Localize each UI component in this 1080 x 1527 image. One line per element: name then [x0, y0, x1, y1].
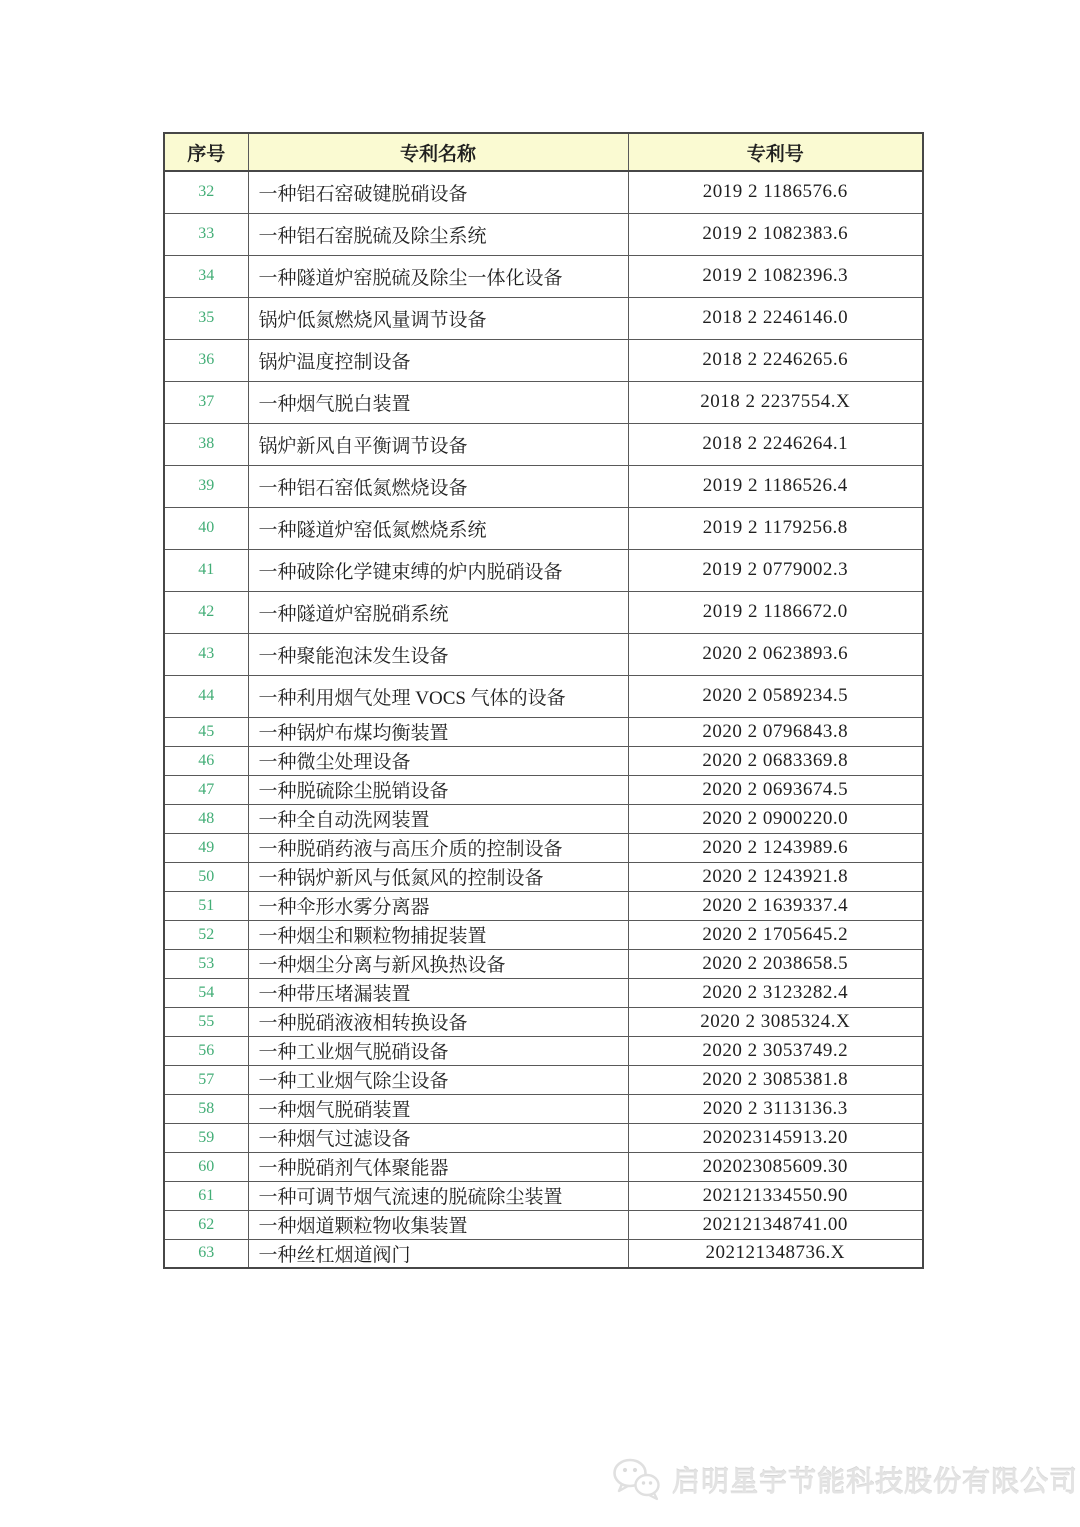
cell-patent-number: 2020 2 1243921.8: [628, 862, 923, 891]
table-row: [164, 171, 923, 213]
cell-patent-name: 一种脱硫除尘脱销设备: [248, 775, 628, 804]
table-row: [164, 746, 923, 775]
cell-patent-number: 2020 2 0693674.5: [628, 775, 923, 804]
cell-patent-number: 2020 2 1243989.6: [628, 833, 923, 862]
cell-patent-number: 2018 2 2246265.6: [628, 339, 923, 381]
cell-patent-name: 一种微尘处理设备: [248, 746, 628, 775]
cell-serial: 38: [164, 423, 248, 465]
cell-patent-number: 2018 2 2246146.0: [628, 297, 923, 339]
cell-patent-name: 一种脱硝药液与高压介质的控制设备: [248, 833, 628, 862]
table-row: [164, 591, 923, 633]
cell-patent-number: 2020 2 3123282.4: [628, 978, 923, 1007]
cell-serial: 49: [164, 833, 248, 862]
table-row: [164, 804, 923, 833]
table-row: [164, 507, 923, 549]
cell-patent-number: 202121348736.X: [628, 1239, 923, 1268]
table-row: [164, 1007, 923, 1036]
cell-serial: 45: [164, 717, 248, 746]
cell-patent-number: 2020 2 0796843.8: [628, 717, 923, 746]
cell-serial: 44: [164, 675, 248, 717]
cell-serial: 60: [164, 1152, 248, 1181]
company-name: 启明星宇节能科技股份有限公司: [672, 1467, 1079, 1498]
cell-patent-name: 一种破除化学键束缚的炉内脱硝设备: [248, 549, 628, 591]
cell-patent-name: 一种工业烟气脱硝设备: [248, 1036, 628, 1065]
cell-patent-name: 一种丝杠烟道阀门: [248, 1239, 628, 1268]
cell-serial: 39: [164, 465, 248, 507]
cell-serial: 36: [164, 339, 248, 381]
cell-patent-name: 一种烟尘分离与新风换热设备: [248, 949, 628, 978]
table-row: [164, 978, 923, 1007]
wechat-icon: [612, 1458, 662, 1502]
table-header-row: [164, 133, 923, 171]
table-row: [164, 949, 923, 978]
cell-serial: 62: [164, 1210, 248, 1239]
table-row: [164, 297, 923, 339]
table-row: [164, 339, 923, 381]
cell-serial: 47: [164, 775, 248, 804]
table-row: [164, 891, 923, 920]
cell-patent-name: 一种烟气脱白装置: [248, 381, 628, 423]
cell-serial: 46: [164, 746, 248, 775]
cell-patent-number: 2018 2 2246264.1: [628, 423, 923, 465]
table-row: [164, 833, 923, 862]
cell-patent-name: 一种锅炉布煤均衡装置: [248, 717, 628, 746]
cell-patent-name: 一种铝石窑脱硫及除尘系统: [248, 213, 628, 255]
cell-patent-name: 锅炉低氮燃烧风量调节设备: [248, 297, 628, 339]
cell-serial: 63: [164, 1239, 248, 1268]
footer-watermark: [612, 1456, 1078, 1504]
table-row: [164, 213, 923, 255]
table-row: [164, 675, 923, 717]
cell-patent-name: 锅炉新风自平衡调节设备: [248, 423, 628, 465]
cell-serial: 55: [164, 1007, 248, 1036]
cell-patent-name: 一种利用烟气处理 VOCS 气体的设备: [248, 675, 628, 717]
table-row: [164, 465, 923, 507]
cell-serial: 32: [164, 171, 248, 213]
table-row: [164, 862, 923, 891]
table-row: [164, 1152, 923, 1181]
cell-serial: 48: [164, 804, 248, 833]
cell-patent-name: 一种铝石窑破键脱硝设备: [248, 171, 628, 213]
cell-serial: 37: [164, 381, 248, 423]
cell-patent-number: 2019 2 1186672.0: [628, 591, 923, 633]
cell-patent-number: 202023085609.30: [628, 1152, 923, 1181]
cell-patent-name: 一种全自动洗网装置: [248, 804, 628, 833]
table-row: [164, 549, 923, 591]
cell-patent-name: 一种隧道炉窑低氮燃烧系统: [248, 507, 628, 549]
table-row: [164, 1094, 923, 1123]
table-row: [164, 1123, 923, 1152]
cell-patent-number: 2020 2 3085324.X: [628, 1007, 923, 1036]
cell-serial: 33: [164, 213, 248, 255]
patent-table-body: [164, 171, 923, 1268]
table-row: [164, 1210, 923, 1239]
cell-serial: 59: [164, 1123, 248, 1152]
cell-patent-name: 一种脱硝液液相转换设备: [248, 1007, 628, 1036]
cell-patent-name: 锅炉温度控制设备: [248, 339, 628, 381]
cell-patent-name: 一种聚能泡沫发生设备: [248, 633, 628, 675]
table-row: [164, 1181, 923, 1210]
cell-patent-name: 一种铝石窑低氮燃烧设备: [248, 465, 628, 507]
cell-patent-name: 一种带压堵漏装置: [248, 978, 628, 1007]
cell-patent-number: 202121334550.90: [628, 1181, 923, 1210]
cell-serial: 53: [164, 949, 248, 978]
cell-serial: 42: [164, 591, 248, 633]
cell-patent-name: 一种烟气过滤设备: [248, 1123, 628, 1152]
table-row: [164, 1036, 923, 1065]
table-row: [164, 775, 923, 804]
cell-patent-number: 2020 2 1639337.4: [628, 891, 923, 920]
cell-patent-name: 一种隧道炉窑脱硫及除尘一体化设备: [248, 255, 628, 297]
cell-patent-number: 2020 2 1705645.2: [628, 920, 923, 949]
cell-patent-name: 一种伞形水雾分离器: [248, 891, 628, 920]
table-row: [164, 717, 923, 746]
table-row: [164, 1239, 923, 1268]
cell-serial: 51: [164, 891, 248, 920]
table-row: [164, 633, 923, 675]
cell-patent-number: 2020 2 3053749.2: [628, 1036, 923, 1065]
header-patent-name: 专利名称: [248, 133, 628, 171]
cell-serial: 50: [164, 862, 248, 891]
header-patent-number: 专利号: [628, 133, 923, 171]
cell-patent-name: 一种脱硝剂气体聚能器: [248, 1152, 628, 1181]
cell-patent-number: 2020 2 3113136.3: [628, 1094, 923, 1123]
cell-serial: 35: [164, 297, 248, 339]
cell-serial: 57: [164, 1065, 248, 1094]
cell-patent-number: 2020 2 2038658.5: [628, 949, 923, 978]
header-serial: 序号: [164, 133, 248, 171]
cell-serial: 43: [164, 633, 248, 675]
cell-patent-name: 一种工业烟气除尘设备: [248, 1065, 628, 1094]
cell-patent-number: 2019 2 1179256.8: [628, 507, 923, 549]
cell-patent-name: 一种锅炉新风与低氮风的控制设备: [248, 862, 628, 891]
cell-patent-name: 一种烟道颗粒物收集装置: [248, 1210, 628, 1239]
cell-patent-number: 2019 2 1186526.4: [628, 465, 923, 507]
cell-patent-name: 一种可调节烟气流速的脱硫除尘装置: [248, 1181, 628, 1210]
cell-patent-number: 2019 2 1082396.3: [628, 255, 923, 297]
cell-patent-number: 2020 2 0623893.6: [628, 633, 923, 675]
cell-patent-number: 2018 2 2237554.X: [628, 381, 923, 423]
cell-patent-number: 2019 2 0779002.3: [628, 549, 923, 591]
cell-serial: 40: [164, 507, 248, 549]
table-row: [164, 381, 923, 423]
cell-patent-name: 一种烟气脱硝装置: [248, 1094, 628, 1123]
cell-serial: 34: [164, 255, 248, 297]
cell-patent-name: 一种烟尘和颗粒物捕捉装置: [248, 920, 628, 949]
cell-serial: 41: [164, 549, 248, 591]
cell-serial: 58: [164, 1094, 248, 1123]
table-row: [164, 423, 923, 465]
cell-patent-number: 2020 2 0589234.5: [628, 675, 923, 717]
table-row: [164, 1065, 923, 1094]
cell-patent-number: 2020 2 3085381.8: [628, 1065, 923, 1094]
cell-patent-number: 2019 2 1186576.6: [628, 171, 923, 213]
cell-serial: 61: [164, 1181, 248, 1210]
cell-patent-name: 一种隧道炉窑脱硝系统: [248, 591, 628, 633]
cell-patent-number: 202023145913.20: [628, 1123, 923, 1152]
cell-serial: 56: [164, 1036, 248, 1065]
cell-patent-number: 2019 2 1082383.6: [628, 213, 923, 255]
patent-table: [163, 132, 924, 1269]
cell-patent-number: 2020 2 0900220.0: [628, 804, 923, 833]
cell-patent-number: 202121348741.00: [628, 1210, 923, 1239]
cell-patent-number: 2020 2 0683369.8: [628, 746, 923, 775]
cell-serial: 52: [164, 920, 248, 949]
table-row: [164, 255, 923, 297]
table-row: [164, 920, 923, 949]
cell-serial: 54: [164, 978, 248, 1007]
